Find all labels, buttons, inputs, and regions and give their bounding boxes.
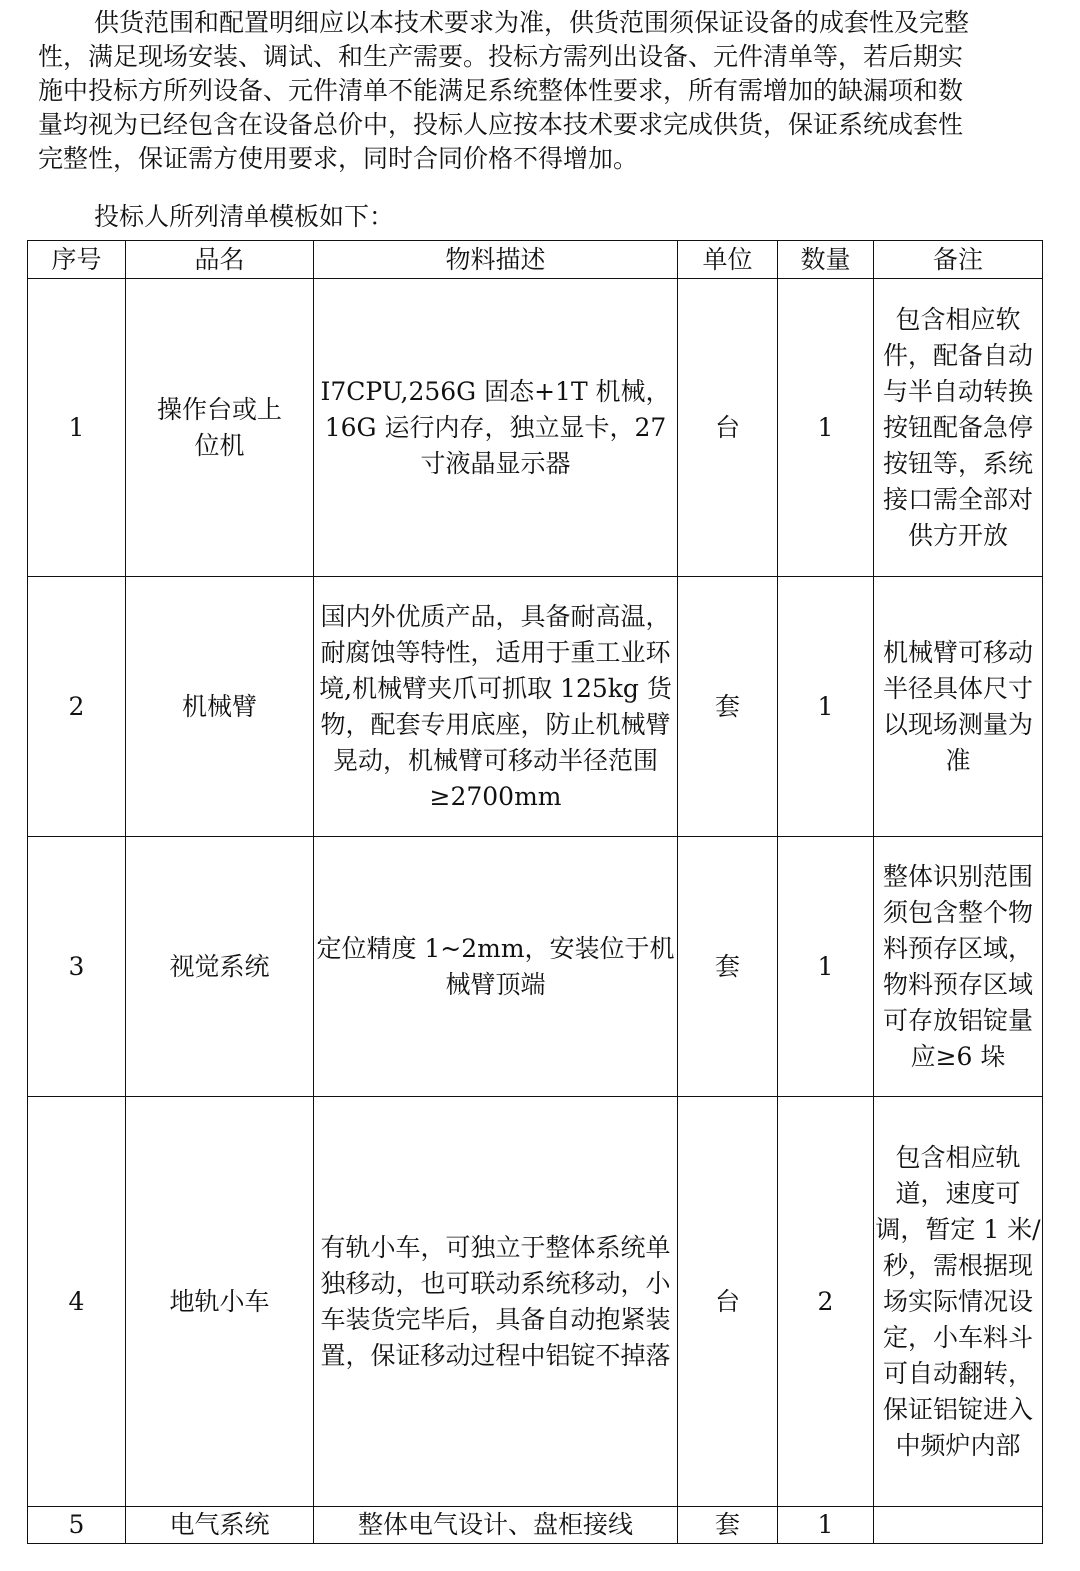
cell-no: 3	[28, 837, 126, 1097]
cell-note: 包含相应轨道，速度可调，暂定 1 米/秒，需根据现场实际情况设定，小车料斗可自动翻转，保证铝锭进入中频炉内部	[874, 1097, 1043, 1507]
cell-quantity: 1	[778, 1507, 874, 1544]
paragraph-line: 供货范围和配置明细应以本技术要求为准，供货范围须保证设备的成套性及完整	[94, 8, 970, 37]
cell-note: 机械臂可移动半径具体尺寸以现场测量为准	[874, 577, 1043, 837]
header-unit: 单位	[678, 241, 778, 279]
bill-of-materials-table	[27, 240, 1043, 1544]
requirements-paragraph	[38, 6, 1080, 176]
header-description: 物料描述	[314, 241, 678, 279]
cell-name: 电气系统	[126, 1507, 314, 1544]
cell-name: 视觉系统	[126, 837, 314, 1097]
cell-unit: 套	[678, 577, 778, 837]
table-row	[28, 577, 1043, 837]
cell-no: 5	[28, 1507, 126, 1544]
cell-note: 包含相应软件，配备自动与半自动转换按钮配备急停按钮等，系统接口需全部对供方开放	[874, 279, 1043, 577]
table-intro: 投标人所列清单模板如下：	[94, 202, 395, 231]
table-row	[28, 1097, 1043, 1507]
table-header-row	[28, 241, 1043, 279]
cell-description: 国内外优质产品，具备耐高温，耐腐蚀等特性，适用于重工业环境,机械臂夹爪可抓取 125kg 货物，配套专用底座，防止机械臂晃动，机械臂可移动半径范围≥2700mm	[314, 577, 678, 837]
cell-unit: 台	[678, 279, 778, 577]
table-row	[28, 837, 1043, 1097]
cell-no: 2	[28, 577, 126, 837]
cell-unit: 套	[678, 1507, 778, 1544]
cell-no: 1	[28, 279, 126, 577]
cell-description: 整体电气设计、盘柜接线	[314, 1507, 678, 1544]
cell-quantity: 1	[778, 577, 874, 837]
cell-name: 地轨小车	[126, 1097, 314, 1507]
cell-description: 定位精度 1~2mm，安装位于机械臂顶端	[314, 837, 678, 1097]
cell-quantity: 2	[778, 1097, 874, 1507]
cell-description: I7CPU,256G 固态+1T 机械，16G 运行内存，独立显卡，27 寸液晶显示器	[314, 279, 678, 577]
cell-description: 有轨小车，可独立于整体系统单独移动，也可联动系统移动，小车装货完毕后，具备自动抱紧装置，保证移动过程中铝锭不掉落	[314, 1097, 678, 1507]
table-row	[28, 1507, 1043, 1544]
cell-quantity: 1	[778, 279, 874, 577]
cell-note: 整体识别范围须包含整个物料预存区域，物料预存区域可存放铝锭量应≥6 垛	[874, 837, 1043, 1097]
cell-quantity: 1	[778, 837, 874, 1097]
cell-name: 操作台或上位机	[126, 279, 314, 577]
cell-note	[874, 1507, 1043, 1544]
paragraph-line: 量均视为已经包含在设备总价中，投标人应按本技术要求完成供货，保证系统成套性	[38, 110, 964, 139]
cell-unit: 台	[678, 1097, 778, 1507]
header-name: 品名	[126, 241, 314, 279]
cell-unit: 套	[678, 837, 778, 1097]
paragraph-line: 性，满足现场安装、调试、和生产需要。投标方需列出设备、元件清单等，若后期实	[38, 42, 964, 71]
cell-name: 机械臂	[126, 577, 314, 837]
cell-no: 4	[28, 1097, 126, 1507]
header-no: 序号	[28, 241, 126, 279]
paragraph-line: 完整性，保证需方使用要求，同时合同价格不得增加。	[38, 144, 639, 173]
table-row	[28, 279, 1043, 577]
paragraph-line: 施中投标方所列设备、元件清单不能满足系统整体性要求，所有需增加的缺漏项和数	[38, 76, 964, 105]
header-quantity: 数量	[778, 241, 874, 279]
header-note: 备注	[874, 241, 1043, 279]
